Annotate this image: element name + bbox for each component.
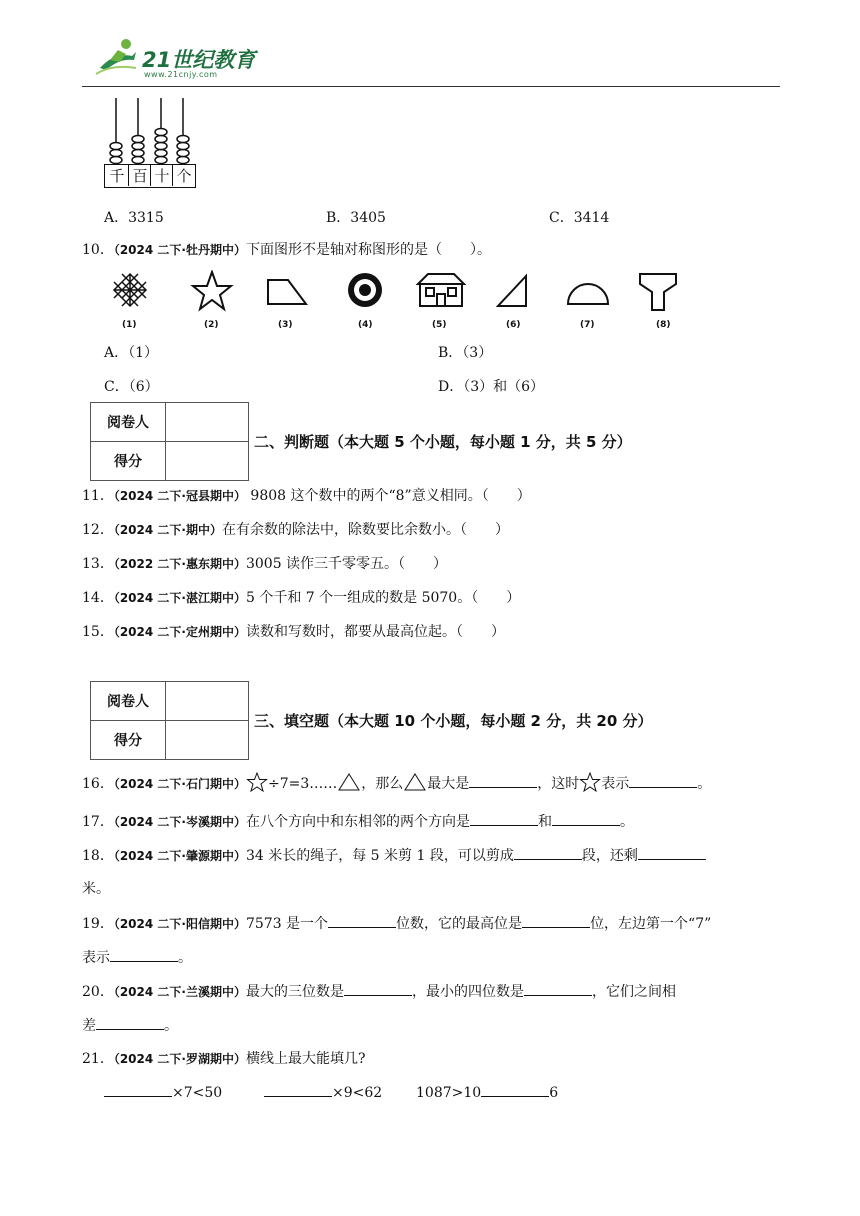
q20-number: 20． (82, 984, 114, 1000)
q18-text-2: 段，还剩 (581, 848, 638, 864)
figure-1-knot-icon (114, 274, 146, 306)
figure-7-semicircle-icon (568, 284, 608, 304)
q19-text-1: 7573 是一个 (245, 916, 329, 932)
q21-expr-2 (264, 1082, 382, 1103)
q14-source: （2024 二下·湛江期中） (113, 591, 246, 605)
star-icon (246, 772, 268, 792)
figure-label-4: (4) (358, 320, 373, 330)
abacus-label-tens: 十 (150, 165, 173, 186)
q15-number: 15． (82, 624, 114, 640)
q20-blank-2[interactable] (524, 981, 592, 996)
abacus-label-hundreds: 百 (128, 165, 151, 186)
q16 (82, 772, 711, 794)
q21-expr-3-text-a: 1087>10 (416, 1085, 482, 1101)
section3-title: 三、填空题（本大题 10 个小题，每小题 2 分，共 20 分） (254, 712, 653, 730)
figure-6-triangle-icon (498, 276, 526, 306)
figure-label-8: (8) (656, 320, 671, 330)
q9-option-c[interactable]: C．3414 (549, 210, 610, 226)
figure-label-3: (3) (278, 320, 293, 330)
q19-text-4: 表示 (82, 950, 110, 966)
q9-option-a[interactable]: A．3315 (104, 210, 164, 226)
q19-blank-1[interactable] (328, 913, 396, 928)
q11 (82, 486, 531, 506)
q20-line-2 (82, 1015, 178, 1036)
q21-text: 横线上最大能填几? (245, 1051, 366, 1067)
abacus-figure (104, 98, 196, 188)
q12-source: （2024 二下·期中） (113, 523, 222, 537)
figure-label-7: (7) (580, 320, 595, 330)
q10-option-c[interactable]: C．（6） (104, 379, 159, 395)
score-field[interactable] (166, 721, 249, 760)
q14-text: 5 个千和 7 个一组成的数是 5070。（ ） (245, 590, 521, 606)
q10-option-b[interactable]: B．（3） (438, 345, 493, 361)
star-icon (579, 772, 601, 792)
q20 (82, 981, 676, 1002)
q16-text-4: ，这时 (537, 776, 580, 792)
q21-expr-3 (416, 1082, 558, 1103)
q17-number: 17． (82, 814, 114, 830)
abacus-base (104, 164, 196, 188)
q17-blank-2[interactable] (552, 811, 620, 826)
q10-text: 下面图形不是轴对称图形的是（ ）。 (245, 242, 491, 258)
q10 (82, 240, 491, 260)
reviewer-field[interactable] (166, 403, 249, 442)
triangle-icon (337, 772, 361, 792)
q12 (82, 520, 509, 540)
q16-text-5: 表示 (601, 776, 630, 792)
q17-blank-1[interactable] (470, 811, 538, 826)
q11-number: 11． (82, 488, 114, 504)
q17-source: （2024 二下·岑溪期中） (113, 815, 246, 829)
score-table-section2 (90, 402, 249, 481)
q10-option-d[interactable]: D．（3）和（6） (438, 379, 545, 395)
q19-source: （2024 二下·阳信期中） (113, 917, 246, 931)
score-field[interactable] (166, 442, 249, 481)
q19-number: 19． (82, 916, 114, 932)
q10-option-a[interactable]: A．（1） (104, 345, 159, 361)
q18-blank-2[interactable] (638, 845, 706, 860)
triangle-icon (403, 772, 427, 792)
q13-number: 13． (82, 556, 114, 572)
q16-number: 16． (82, 776, 114, 792)
q14-number: 14． (82, 590, 114, 606)
q10-number: 10． (82, 242, 114, 258)
score-table-section3 (90, 681, 249, 760)
q19-blank-2[interactable] (522, 913, 590, 928)
q21-blank-3[interactable] (481, 1082, 549, 1097)
abacus-label-ones: 个 (172, 165, 195, 186)
score-label: 得分 (91, 721, 166, 760)
q21 (82, 1049, 365, 1069)
q16-text-1: ÷7=3…… (267, 776, 338, 792)
q15-text: 读数和写数时，都要从最高位起。（ ） (245, 624, 505, 640)
q21-expr-3-text-b: 6 (549, 1085, 559, 1101)
q16-text-6: 。 (697, 776, 712, 792)
figure-label-6: (6) (506, 320, 521, 330)
q17-text-2: 和 (537, 814, 552, 830)
q20-blank-3[interactable] (96, 1015, 164, 1030)
q10-figures (110, 270, 710, 332)
q17-text-1: 在八个方向中和东相邻的两个方向是 (245, 814, 470, 830)
score-label: 得分 (91, 442, 166, 481)
q20-text-5: 。 (164, 1018, 178, 1034)
runner-logo-icon (92, 38, 140, 78)
q19-line-2 (82, 947, 192, 968)
q20-text-3: ，它们之间相 (591, 984, 676, 1000)
reviewer-label: 阅卷人 (91, 403, 166, 442)
q11-source: （2024 二下·冠县期中） (113, 489, 246, 503)
q11-text: 9808 这个数中的两个“8”意义相同。（ ） (245, 488, 531, 504)
logo (92, 38, 262, 82)
q21-blank-1[interactable] (104, 1082, 172, 1097)
logo-url: www.21cnjy.com (144, 70, 218, 79)
q20-text-4: 差 (82, 1018, 96, 1034)
q20-source: （2024 二下·兰溪期中） (113, 985, 246, 999)
q16-blank-1[interactable] (469, 773, 537, 788)
q13-text: 3005 读作三千零零五。（ ） (245, 556, 448, 572)
q16-text-2: ，那么 (361, 776, 404, 792)
q19-text-5: 。 (178, 950, 192, 966)
q21-source: （2024 二下·罗湖期中） (113, 1052, 246, 1066)
q20-blank-1[interactable] (344, 981, 412, 996)
q18-source: （2024 二下·肇源期中） (113, 849, 246, 863)
figure-2-star-icon (193, 272, 231, 309)
figure-8-funnel-icon (640, 274, 676, 310)
abacus-label-thousands: 千 (109, 167, 125, 185)
reviewer-label: 阅卷人 (91, 682, 166, 721)
q15 (82, 622, 505, 642)
q19 (82, 913, 711, 934)
q12-number: 12． (82, 522, 114, 538)
figure-4-flower-icon (348, 273, 382, 307)
q10-source: （2024 二下·牡丹期中） (113, 243, 246, 257)
figure-label-1: (1) (122, 320, 137, 330)
q12-text: 在有余数的除法中，除数要比余数小。（ ） (221, 522, 509, 538)
q21-blank-2[interactable] (264, 1082, 332, 1097)
q16-text-3: 最大是 (427, 776, 470, 792)
q19-text-2: 位数，它的最高位是 (396, 916, 523, 932)
q17-text-3: 。 (619, 814, 634, 830)
q16-blank-2[interactable] (629, 773, 697, 788)
q18-number: 18． (82, 848, 114, 864)
figure-label-5: (5) (432, 320, 447, 330)
logo-title: 21世纪教育 (142, 48, 256, 72)
q21-expr-2-text: ×9<62 (332, 1085, 383, 1101)
figure-label-2: (2) (204, 320, 219, 330)
q18-blank-1[interactable] (514, 845, 582, 860)
q13-source: （2022 二下·惠东期中） (113, 557, 246, 571)
q20-text-1: 最大的三位数是 (245, 984, 344, 1000)
figure-3-trapezoid-icon (268, 280, 306, 304)
q17 (82, 811, 634, 832)
q18-line-2: 米。 (82, 881, 110, 897)
reviewer-field[interactable] (166, 682, 249, 721)
q13 (82, 554, 447, 574)
q21-expr-1-text: ×7<50 (172, 1085, 223, 1101)
q21-expr-1 (104, 1082, 222, 1103)
q18-text-1: 34 米长的绳子，每 5 米剪 1 段，可以剪成 (245, 848, 514, 864)
q16-source: （2024 二下·石门期中） (113, 777, 246, 791)
q19-blank-3[interactable] (110, 947, 178, 962)
q15-source: （2024 二下·定州期中） (113, 625, 246, 639)
q14 (82, 588, 520, 608)
q21-number: 21． (82, 1051, 114, 1067)
header-rule (82, 86, 780, 87)
section2-title: 二、判断题（本大题 5 个小题，每小题 1 分，共 5 分） (254, 433, 632, 451)
figure-5-house-icon (418, 274, 464, 306)
q20-text-2: ，最小的四位数是 (411, 984, 524, 1000)
q18 (82, 845, 706, 866)
q9-option-b[interactable]: B．3405 (326, 210, 386, 226)
q19-text-3: 位，左边第一个“7” (590, 916, 712, 932)
